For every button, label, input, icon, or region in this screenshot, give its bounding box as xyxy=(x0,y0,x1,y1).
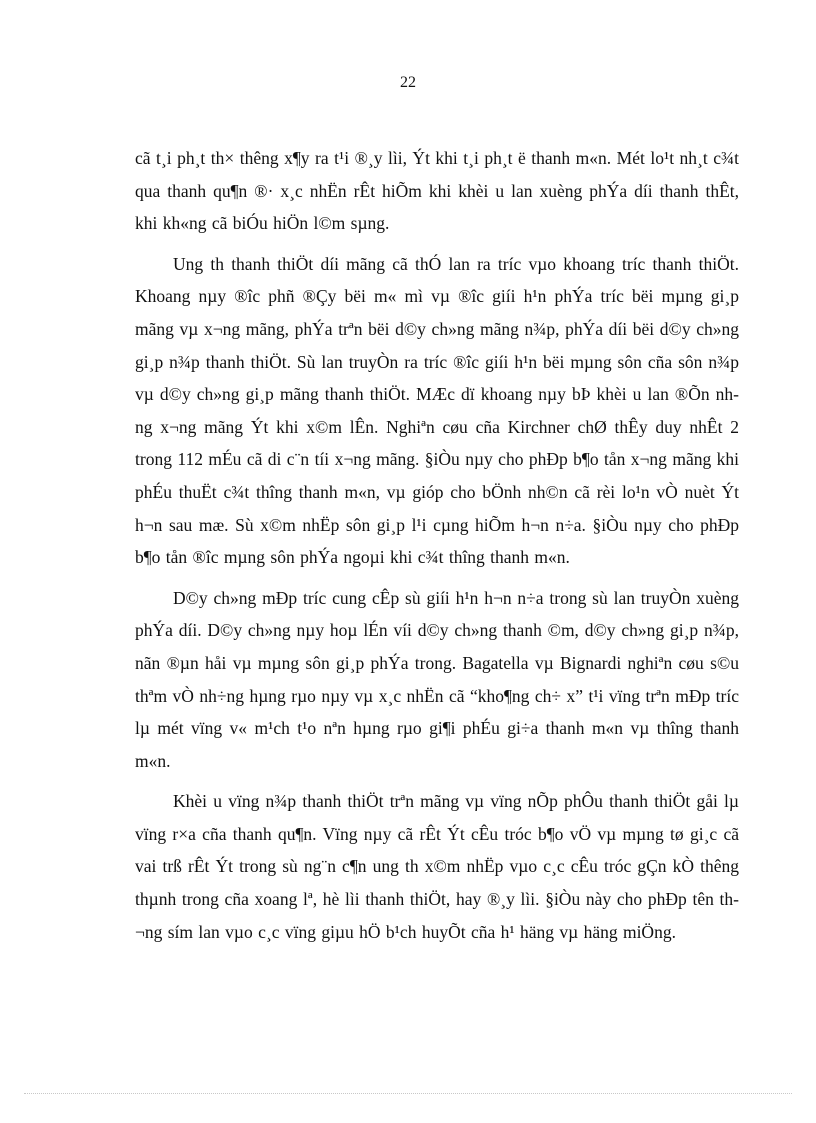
page-bottom-divider xyxy=(24,1093,792,1094)
paragraph-1: cã t¸i ph¸t th× thêng x¶y ra t¹i ®¸y lìi, Ýt khi t¸i ph¸t ë thanh m«n. Mét lo¹t nh¸t c¾t qua thanh qu¶n ®· x¸c nhËn rÊt hiÕm khi khèi u lan xuèng phÝa díi thanh thÊt, khi kh«ng cã biÓu hiÖn l©m sµng. xyxy=(135,148,739,234)
paragraph-2: Ung th thanh thiÖt díi mãng cã thÓ lan ra tríc vµo khoang tríc thanh thiÖt. Khoang nµy ®îc phñ ®Çy bëi m« mì vµ ®îc giíi h¹n phÝa tríc bëi mµng gi¸p mãng vµ x¬ng mãng, phÝa trªn bëi d©y ch»ng mãng n¾p, phÝa díi bëi d©y ch»ng gi¸p n¾p thanh thiÖt. Sù lan truyÒn ra tríc ®îc giíi h¹n bëi mµng sôn cña sôn n¾p vµ d©y ch»ng gi¸p mãng thanh thiÖt. MÆc dï khoang nµy bÞ khèi u lan ®Õn nhng x¬ng mãng Ýt khi x©m lÊn. Nghiªn cøu cña Kirchner chØ thÊy duy nhÊt 2 trong 112 mÉu cã di c¨n tíi x¬ng mãng. §iÒu nµy cho phÐp b¶o tån x¬ng mãng khi phÉu thuËt c¾t thîng thanh m«n, vµ gióp cho bÖnh nh©n cã rèi lo¹n vÒ nuèt Ýt h¬n sau mæ. Sù x©m nhËp sôn gi¸p l¹i cµng hiÕm h¬n n÷a. §iÒu nµy cho phÐp b¶o tån ®îc mµng sôn phÝa ngoµi khi c¾t thîng thanh m«n. xyxy=(135,253,739,568)
paragraph-3: D©y ch»ng mÐp tríc cung cÊp sù giíi h¹n h¬n n÷a trong sù lan truyÒn xuèng phÝa díi. D©y ch»ng nµy hoµ lÉn víi d©y ch»ng thanh ©m, d©y ch»ng gi¸p n¾p, nãn ®µn håi vµ mµng sôn gi¸p phÝa trong. Bagatella vµ Bignardi nghiªn cøu s©u thªm vÒ nh÷ng hµng rµo nµy vµ x¸c nhËn cã “kho¶ng ch÷ x” t¹i vïng trªn mÐp tríc lµ mét vïng v« m¹ch t¹o nªn hµng rµo gi¶i phÉu gi÷a thanh m«n vµ thîng thanh m«n. xyxy=(135,587,739,771)
page-number: 22 xyxy=(400,74,416,91)
paragraph-4: Khèi u vïng n¾p thanh thiÖt trªn mãng vµ vïng nÕp phÔu thanh thiÖt gåi lµ vïng r×a cña thanh qu¶n. Vïng nµy cã rÊt Ýt cÊu tróc b¶o vÖ vµ mµng tø gi¸c cã vai trß rÊt Ýt trong sù ng¨n c¶n ung th x©m nhËp vµo c¸c cÊu tróc gÇn kÒ thêng thµnh trong cña xoang lª, hè lìi thanh thiÖt, hay ®¸y lìi. §iÒu này cho phÐp tên th¬ng sím lan vµo c¸c vïng giµu hÖ b¹ch huyÕt cña h¹ häng vµ häng miÖng. xyxy=(135,791,739,942)
document-body xyxy=(135,142,739,956)
